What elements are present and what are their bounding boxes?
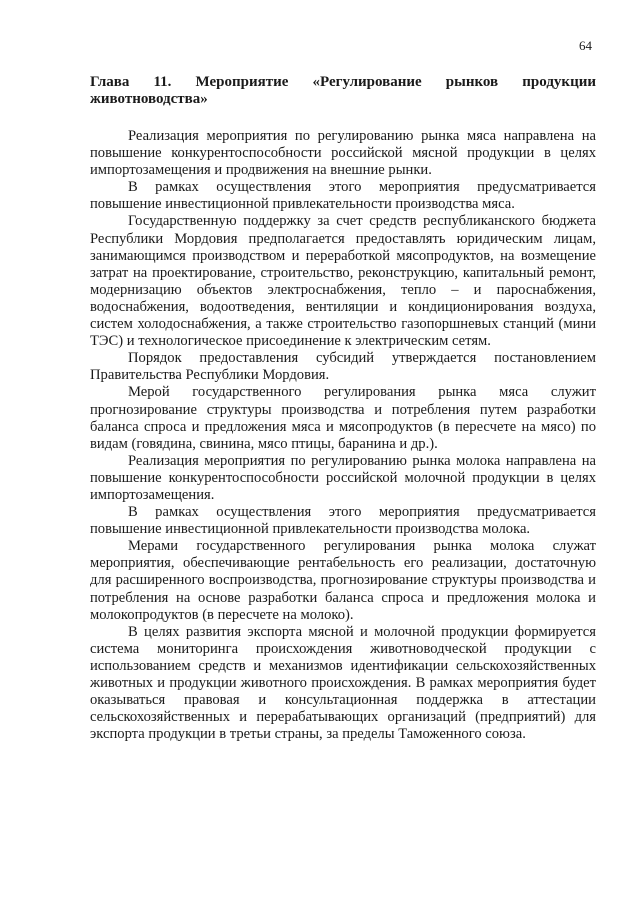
- paragraph: В рамках осуществления этого мероприятия предусматривается повышение инвестиционной привлекательности производства молока.: [90, 504, 596, 538]
- paragraph: Государственную поддержку за счет средств республиканского бюджета Республики Мордовия предполагается предоставлять юридическим лицам, занимающимся производством и переработкой мясопродуктов, на возмещение затрат на проектирование, строительство, реконструкцию, капитальный ремонт, модернизацию объектов электроснабжения, тепло – и пароснабжения, водоснабжения, водоотведения, вентиляции и кондиционирования воздуха, систем холодоснабжения, а также строительство газопоршневых станций (мини ТЭС) и технологическое присоединение к электрическим сетям.: [90, 213, 596, 350]
- paragraph: Мерами государственного регулирования рынка молока служат мероприятия, обеспечивающие рентабельность его реализации, достаточную для расширенного воспроизводства, прогнозирование структуры производства и потребления на основе разработки баланса спроса и предложения молока и молокопродуктов (в пересчете на молоко).: [90, 538, 596, 623]
- paragraph: Реализация мероприятия по регулированию рынка мяса направлена на повышение конкурентоспособности российской мясной продукции в целях импортозамещения и продвижения на внешние рынки.: [90, 128, 596, 179]
- paragraph: В рамках осуществления этого мероприятия предусматривается повышение инвестиционной привлекательности производства мяса.: [90, 179, 596, 213]
- paragraph: В целях развития экспорта мясной и молочной продукции формируется система мониторинга происхождения животноводческой продукции с использованием средств и механизмов идентификации сельскохозяйственных животных и продукции животного происхождения. В рамках мероприятия будет оказываться правовая и консультационная поддержка в аттестации сельскохозяйственных и перерабатывающих организаций (предприятий) для экспорта продукции в третьи страны, за пределы Таможенного союза.: [90, 623, 596, 743]
- body-text: [90, 128, 596, 743]
- paragraph: Порядок предоставления субсидий утверждается постановлением Правительства Республики Мордовия.: [90, 350, 596, 384]
- paragraph: Мерой государственного регулирования рынка мяса служит прогнозирование структуры производства и потребления путем разработки баланса спроса и предложения мяса и мясопродуктов (в пересчете на мясо) по видам (говядина, свинина, мясо птицы, баранина и др.).: [90, 384, 596, 452]
- paragraph: Реализация мероприятия по регулированию рынка молока направлена на повышение конкурентоспособности российской молочной продукции в целях импортозамещения.: [90, 452, 596, 503]
- page-number: 64: [579, 38, 592, 53]
- chapter-title: Глава 11. Мероприятие «Регулирование рынков продукции животноводства»: [90, 74, 596, 107]
